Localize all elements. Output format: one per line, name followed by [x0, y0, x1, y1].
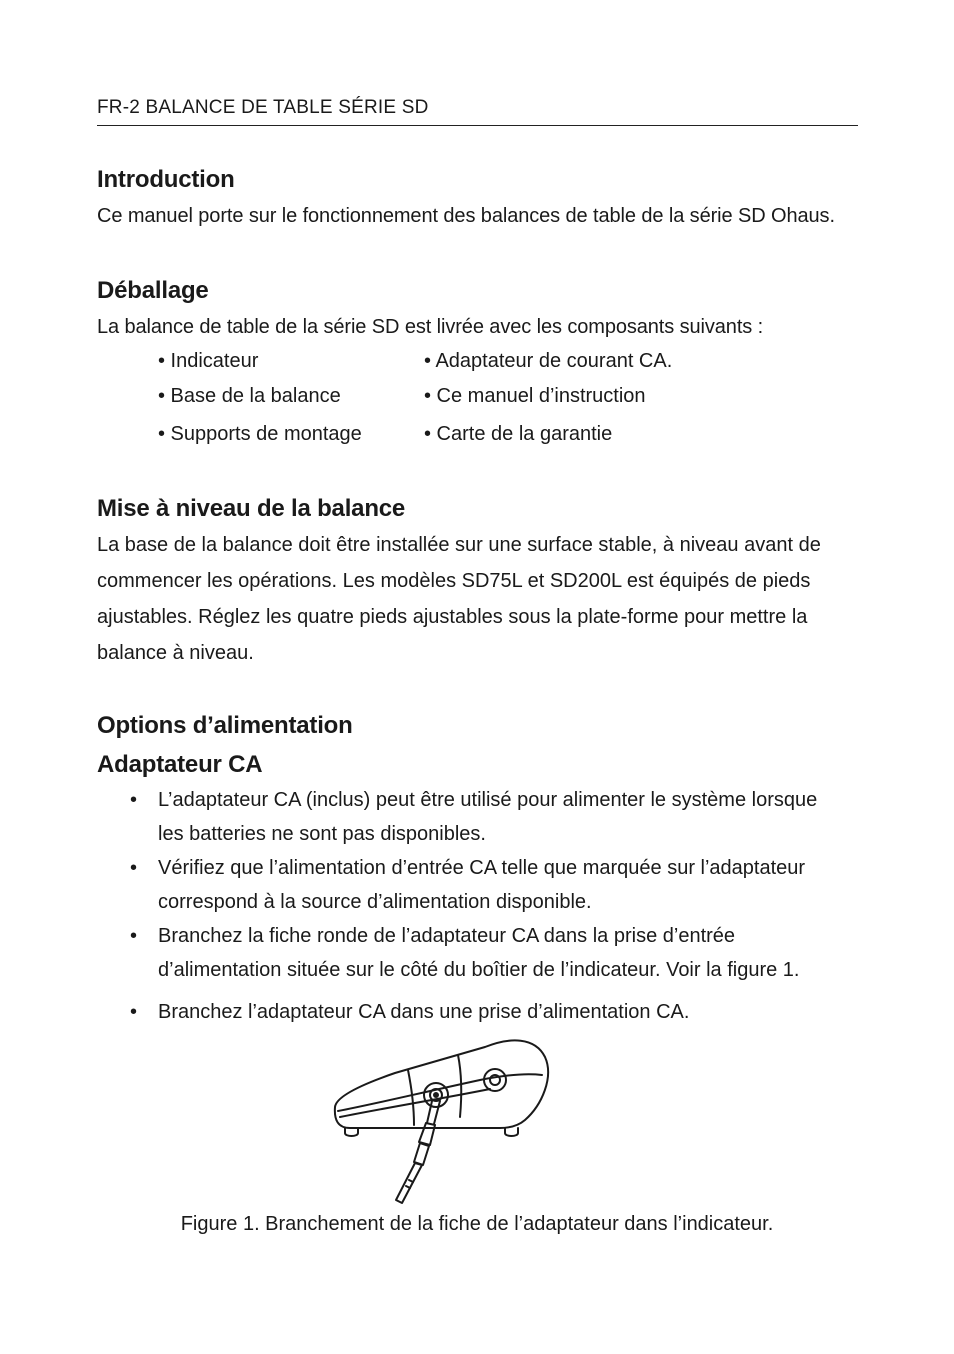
unpacking-item: • Ce manuel d’instruction — [424, 385, 646, 407]
leveling-line: balance à niveau. — [97, 642, 254, 664]
list-item-line: correspond à la source d’alimentation disponible. — [158, 891, 592, 913]
leveling-line: commencer les opérations. Les modèles SD75L et SD200L est équipés de pieds — [97, 570, 811, 592]
power-heading: Options d’alimentation — [97, 712, 353, 739]
list-item — [130, 919, 850, 987]
list-item-line: Branchez la fiche ronde de l’adaptateur CA dans la prise d’entrée — [158, 925, 736, 947]
list-item — [130, 995, 850, 1029]
unpacking-item: • Base de la balance — [158, 385, 341, 407]
bullet-marker: • — [130, 789, 138, 811]
list-item-line: d’alimentation située sur le côté du boîtier de l’indicateur. Voir la figure 1. — [158, 959, 800, 981]
unpacking-item: • Adaptateur de courant CA. — [424, 350, 673, 372]
unpacking-body: La balance de table de la série SD est livrée avec les composants suivants : — [97, 316, 764, 338]
leveling-paragraph — [97, 527, 857, 671]
unpacking-item: • Supports de montage — [158, 423, 362, 445]
page-header: FR-2 BALANCE DE TABLE SÉRIE SD — [97, 97, 429, 118]
list-item-line: les batteries ne sont pas disponibles. — [158, 823, 486, 845]
indicator-adapter-illustration — [330, 1035, 560, 1210]
list-item — [130, 851, 850, 919]
power-bullet-list — [130, 783, 850, 1029]
leveling-heading: Mise à niveau de la balance — [97, 495, 406, 522]
list-item-line: Branchez l’adaptateur CA dans une prise d’alimentation CA. — [158, 1001, 690, 1023]
list-item-line: L’adaptateur CA (inclus) peut être utilisé pour alimenter le système lorsque — [158, 789, 818, 811]
bullet-marker: • — [130, 1001, 138, 1023]
unpacking-item: • Indicateur — [158, 350, 259, 372]
figure-caption: Figure 1. Branchement de la fiche de l’adaptateur dans l’indicateur. — [180, 1213, 774, 1235]
list-item-line: Vérifiez que l’alimentation d’entrée CA telle que marquée sur l’adaptateur — [158, 857, 806, 879]
intro-heading: Introduction — [97, 166, 235, 193]
list-item — [130, 783, 850, 851]
header-rule — [97, 125, 858, 126]
bullet-marker: • — [130, 857, 138, 879]
bullet-marker: • — [130, 925, 138, 947]
leveling-line: ajustables. Réglez les quatre pieds ajustables sous la plate-forme pour mettre la — [97, 606, 808, 628]
intro-body: Ce manuel porte sur le fonctionnement des balances de table de la série SD Ohaus. — [97, 205, 835, 227]
power-subheading: Adaptateur CA — [97, 751, 263, 778]
leveling-line: La base de la balance doit être installée sur une surface stable, à niveau avant de — [97, 534, 821, 556]
unpacking-item: • Carte de la garantie — [424, 423, 613, 445]
unpacking-heading: Déballage — [97, 277, 209, 304]
adapter-figure — [330, 1035, 560, 1210]
